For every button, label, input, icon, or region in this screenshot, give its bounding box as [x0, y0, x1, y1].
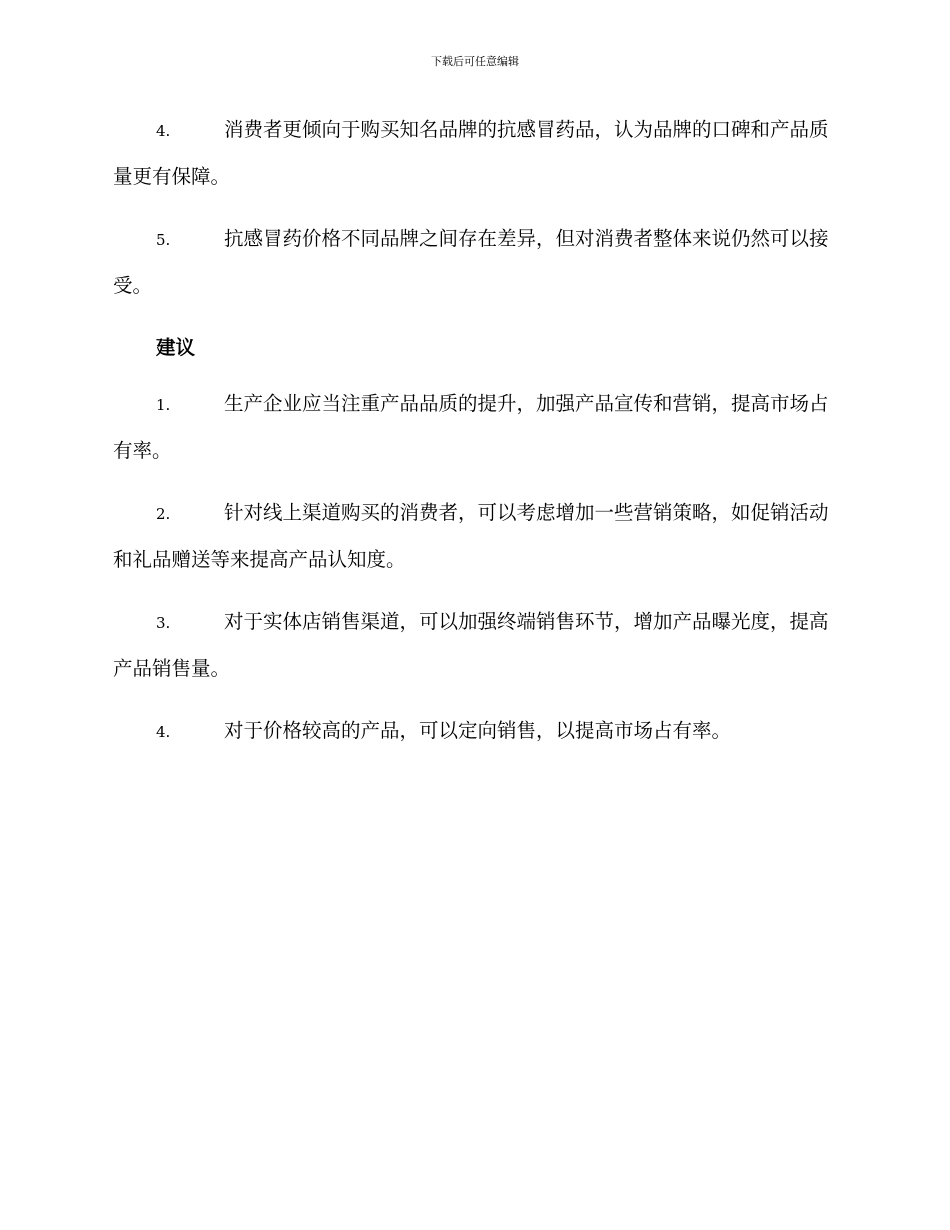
suggestion-item-2 [113, 490, 837, 583]
finding-item-4 [113, 107, 837, 200]
finding-text: 抗感冒药价格不同品牌之间存在差异，但对消费者整体来说仍然可以接受。 [113, 227, 829, 297]
suggestion-item-4 [113, 708, 837, 755]
finding-text: 消费者更倾向于购买知名品牌的抗感冒药品，认为品牌的口碑和产品质量更有保障。 [113, 118, 829, 188]
suggestion-text: 对于价格较高的产品，可以定向销售，以提高市场占有率。 [224, 719, 732, 742]
suggestion-text: 生产企业应当注重产品品质的提升，加强产品宣传和营销，提高市场占有率。 [113, 392, 829, 462]
suggestion-item-3 [113, 599, 837, 692]
suggestion-number: 2. [156, 505, 171, 523]
suggestion-number: 4. [156, 723, 171, 741]
section-heading-suggestions: 建议 [156, 336, 196, 359]
suggestion-text: 针对线上渠道购买的消费者，可以考虑增加一些营销策略，如促销活动和礼品赠送等来提高产品认知度。 [113, 501, 829, 571]
page-header: 下载后可任意编辑 [431, 55, 519, 68]
suggestion-text: 对于实体店销售渠道，可以加强终端销售环节，增加产品曝光度，提高产品销售量。 [113, 610, 829, 680]
suggestion-number: 3. [156, 614, 171, 632]
document-body [113, 107, 837, 771]
finding-item-5 [113, 216, 837, 309]
finding-number: 4. [156, 122, 171, 140]
suggestion-number: 1. [156, 396, 171, 414]
suggestion-item-1 [113, 381, 837, 474]
finding-number: 5. [156, 231, 171, 249]
